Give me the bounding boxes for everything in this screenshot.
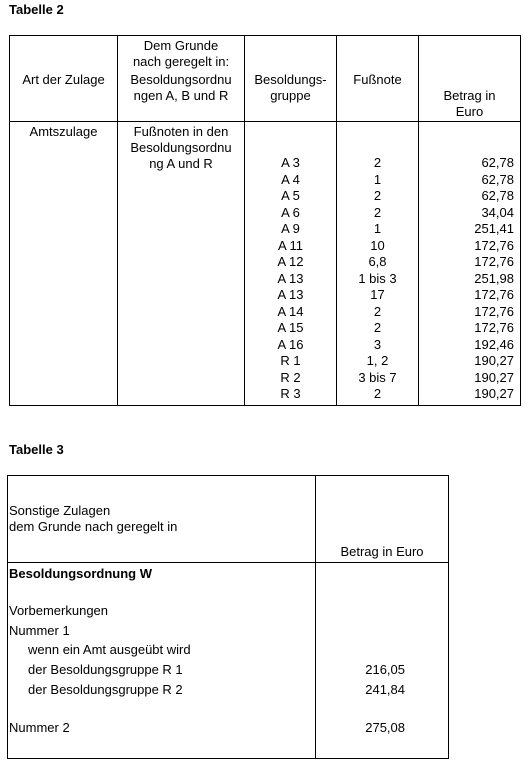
cell-gruppe: R 3 (280, 386, 301, 401)
cell-fussnote: 1 bis 3 (358, 270, 397, 286)
cell-gruppe: A 14 (277, 303, 304, 319)
cell-fussnote: 6,8 (368, 254, 387, 269)
table-row (245, 320, 520, 337)
table-row (245, 188, 520, 205)
cell-fussnote: 3 bis 7 (358, 369, 397, 385)
cell-betrag: 251,41 (474, 221, 514, 236)
header-gruppe-line2: gruppe (270, 88, 311, 103)
cell-gruppe: A 15 (277, 320, 304, 335)
cell-betrag: 62,78 (481, 188, 514, 203)
cell-gruppe: A 9 (281, 221, 300, 236)
cell-gruppe: A 16 (277, 336, 304, 352)
grund-value-line1: Fußnoten in den (133, 124, 229, 139)
cell-betrag: 62,78 (481, 155, 514, 170)
cell-fussnote: 2 (373, 386, 382, 401)
r2-label: der Besoldungsgruppe R 2 (28, 682, 183, 697)
cell-betrag: 62,78 (481, 171, 514, 187)
table-row (245, 337, 520, 354)
header-betrag-line2: Euro (455, 104, 484, 119)
header-fussnote: Fußnote (353, 72, 402, 87)
r1-value: 216,05 (365, 662, 405, 677)
header-gruppe-line1: Besoldungs- (254, 72, 327, 87)
header-sonstige-line2: dem Grunde nach geregelt in (9, 519, 178, 534)
header-grund-line2: nach geregelt in: (132, 54, 230, 69)
table2-bottom-border (9, 405, 521, 406)
header-grund-line4: ngen A, B und R (133, 88, 229, 103)
table-row (245, 370, 520, 387)
header-grund-line3: Besoldungsordnu (130, 72, 232, 87)
table-row (245, 386, 520, 403)
cell-fussnote: 2 (373, 320, 382, 335)
nummer2-value: 275,08 (365, 720, 405, 735)
cell-betrag: 172,76 (474, 320, 514, 335)
table-row (245, 304, 520, 321)
table2-col-border (520, 35, 521, 406)
table3-col-border (7, 475, 8, 759)
r2-value: 241,84 (365, 682, 405, 697)
cell-gruppe: A 5 (281, 188, 300, 203)
table3-bottom-border (7, 758, 449, 759)
vorbemerkungen: Vorbemerkungen (9, 603, 109, 618)
cell-gruppe: A 6 (281, 204, 300, 220)
table2-col-border (9, 35, 10, 406)
header-art: Art der Zulage (22, 72, 105, 87)
cell-gruppe: A 12 (277, 254, 304, 269)
header-betrag-line1: Betrag in (443, 88, 496, 103)
cell-gruppe: R 2 (280, 369, 301, 385)
table3-title: Tabelle 3 (9, 442, 64, 457)
table-row (245, 271, 520, 288)
cell-fussnote: 2 (373, 303, 382, 319)
cell-fussnote: 2 (373, 188, 382, 203)
table3-top-border (7, 475, 449, 476)
r1-label: der Besoldungsgruppe R 1 (28, 662, 183, 677)
table-row (245, 205, 520, 222)
table2-header-divider (9, 121, 521, 122)
table2-title: Tabelle 2 (9, 2, 64, 17)
cell-gruppe: A 4 (281, 171, 300, 187)
cell-gruppe: A 3 (281, 155, 300, 170)
cell-betrag: 190,27 (474, 369, 514, 385)
cell-fussnote: 1 (373, 171, 382, 187)
cell-fussnote: 1, 2 (366, 353, 389, 368)
table3-col-border (448, 475, 449, 759)
wenn-amt: wenn ein Amt ausgeübt wird (28, 642, 191, 657)
cell-fussnote: 3 (373, 336, 382, 352)
cell-fussnote: 1 (373, 221, 382, 236)
header-grund-line1: Dem Grunde (143, 38, 219, 53)
grund-value-line2: Besoldungsordnu (130, 140, 232, 155)
table-row (245, 221, 520, 238)
header-sonstige-line1: Sonstige Zulagen (9, 503, 111, 518)
header-betrag-euro: Betrag in Euro (340, 544, 424, 559)
table-row (245, 238, 520, 255)
table3-header-divider (7, 562, 449, 563)
table-row (245, 155, 520, 172)
cell-fussnote: 2 (373, 204, 382, 220)
table-row (245, 353, 520, 370)
cell-betrag: 172,76 (474, 303, 514, 319)
cell-fussnote: 10 (370, 237, 385, 253)
cell-betrag: 190,27 (474, 386, 514, 401)
cell-fussnote: 17 (370, 287, 385, 302)
table-row (245, 287, 520, 304)
cell-gruppe: A 13 (277, 287, 304, 302)
table3-col-border (315, 475, 316, 759)
cell-betrag: 172,76 (474, 254, 514, 269)
grund-value-line3: ng A und R (149, 156, 213, 171)
section-besoldungsordnung-w: Besoldungsordnung W (9, 566, 152, 581)
cell-betrag: 172,76 (474, 287, 514, 302)
cell-gruppe: A 13 (277, 270, 304, 286)
cell-fussnote: 2 (373, 155, 382, 170)
art-value: Amtszulage (29, 124, 98, 139)
nummer1: Nummer 1 (9, 623, 70, 638)
table2-top-border (9, 35, 521, 36)
nummer2: Nummer 2 (9, 720, 70, 735)
table-row (245, 254, 520, 271)
cell-gruppe: R 1 (280, 353, 301, 368)
table-row (245, 172, 520, 189)
cell-betrag: 190,27 (474, 353, 514, 368)
cell-betrag: 192,46 (474, 336, 514, 352)
cell-gruppe: A 11 (277, 237, 304, 253)
cell-betrag: 172,76 (474, 237, 514, 253)
cell-betrag: 251,98 (474, 270, 514, 286)
cell-betrag: 34,04 (481, 204, 514, 220)
